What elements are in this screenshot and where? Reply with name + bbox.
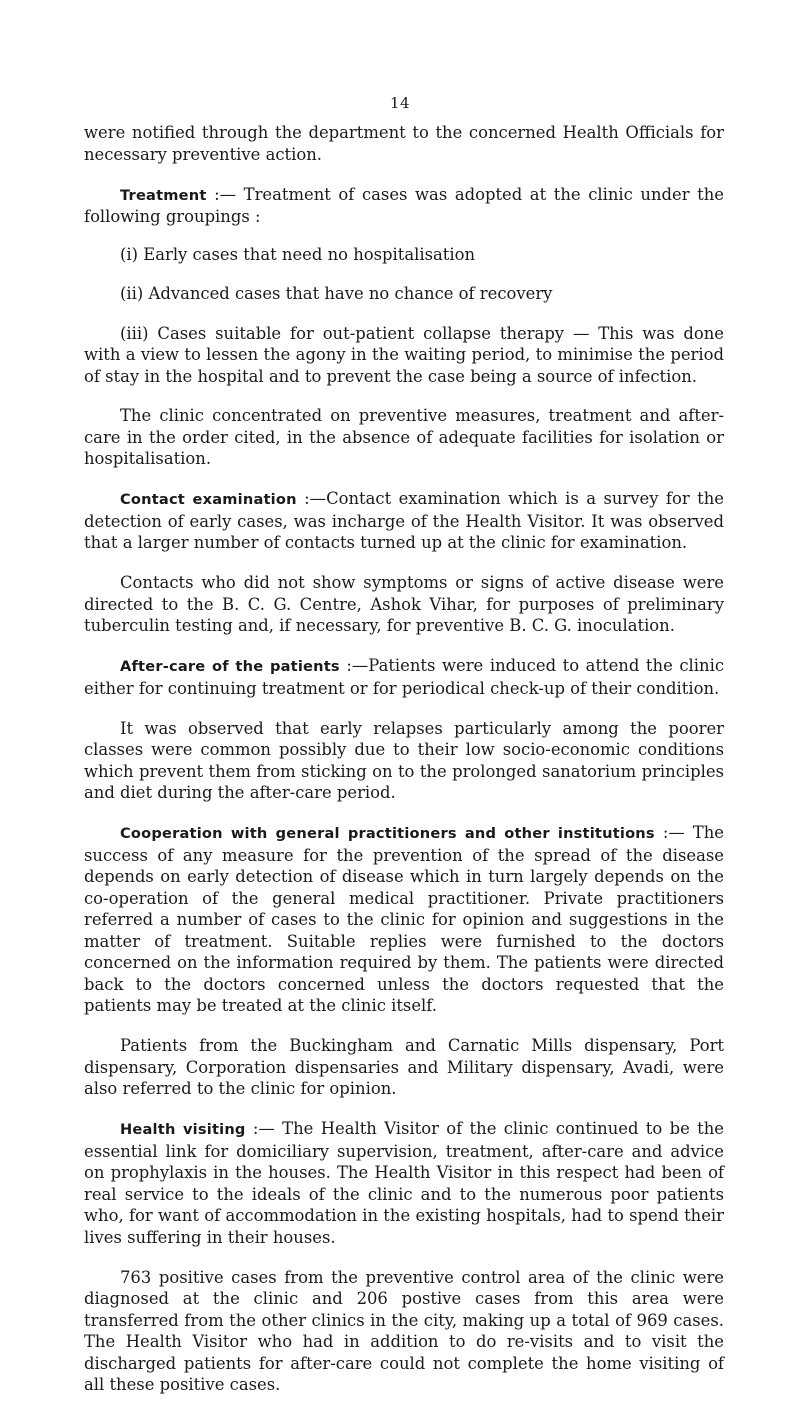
paragraph-cooperation <box>84 822 724 1017</box>
paragraph-continuation: were notified through the department to the concerned Health Officials for necessary preventive action. <box>84 123 724 164</box>
heading-cooperation: Cooperation with general practitioners and other institutions <box>120 825 655 842</box>
heading-after-care: After-care of the patients <box>120 658 340 675</box>
page-body <box>84 122 724 1414</box>
page-number: 14 <box>389 94 411 112</box>
heading-treatment: Treatment <box>120 186 207 204</box>
paragraph-health-visiting <box>84 1118 724 1248</box>
paragraph-relapses: It was observed that early relapses particularly among the poorer classes were common possibly due to their low socio-economic conditions which prevent them from sticking on to the prolonged sanatorium principles and diet during the after-care period. <box>84 718 724 802</box>
contact-examination-text: :—Contact examination which is a survey for the detection of early cases, was incharge of the Health Visitor. It was observed that a larger number of contacts turned up at the clinic for examination. <box>84 489 724 552</box>
heading-health-visiting: Health visiting <box>120 1121 246 1138</box>
list-item-out-patient: (iii) Cases suitable for out-patient collapse therapy — This was done with a view to lessen the agony in the waiting period, to minimise the period of stay in the hospital and to prevent the case being a source of infection. <box>84 323 724 386</box>
list-item-early-cases: (i) Early cases that need no hospitalisation <box>120 244 476 264</box>
cooperation-text: :— The success of any measure for the prevention of the spread of the disease depends on early detection of disease which in turn largely depends on the co-operation of the general medical practitioner. Private practitioners referred a number of cases to the clinic for opinion and suggestions in the matter of treatment. Suitable replies were furnished to the doctors concerned on the information required by them. The patients were directed back to the doctors concerned unless the doctors requested that the patients may be treated at the clinic itself. <box>84 823 724 1015</box>
after-care-text: :—Patients were induced to attend the clinic either for continuing treatment or for periodical check-up of their condition. <box>84 656 724 698</box>
heading-contact-examination: Contact examination <box>120 491 297 508</box>
paragraph-positive-cases: 763 positive cases from the preventive control area of the clinic were diagnosed at the clinic and 206 postive cases from this area were transferred from the other clinics in the city, making up a total of 969 cases. The Health Visitor who had in addition to do re-visits and to visit the discharged patients for after-care could not complete the home visiting of all these positive cases. <box>84 1267 724 1394</box>
paragraph-contacts-bcg: Contacts who did not show symptoms or signs of active disease were directed to the B. C. G. Centre, Ashok Vihar, for purposes of preliminary tuberculin testing and, if necessary, for preventive B. C. G. inoculation. <box>84 573 724 635</box>
paragraph-after-care <box>84 655 724 699</box>
list-item-advanced-cases: (ii) Advanced cases that have no chance of recovery <box>120 284 553 303</box>
paragraph-treatment <box>84 184 724 228</box>
health-visiting-text: :— The Health Visitor of the clinic continued to be the essential link for domiciliary supervision, treatment, after-care and advice on prophylaxis in the houses. The Health Visitor in this respect had been of real service to the ideals of the clinic and to the numerous poor patients who, for want of accommodation in the existing hospitals, had to spend their lives suffering in their houses. <box>84 1119 724 1247</box>
paragraph-dispensaries: Patients from the Buckingham and Carnatic Mills dispensary, Port dispensary, Corporation dispensaries and Military dispensary, Avadi, were also referred to the clinic for opinion. <box>84 1036 724 1098</box>
paragraph-clinic-focus: The clinic concentrated on preventive measures, treatment and after-care in the order cited, in the absence of adequate facilities for isolation or hospitalisation. <box>84 406 724 468</box>
treatment-text: :— Treatment of cases was adopted at the clinic under the following groupings : <box>84 184 724 226</box>
paragraph-contact-examination <box>84 488 724 554</box>
